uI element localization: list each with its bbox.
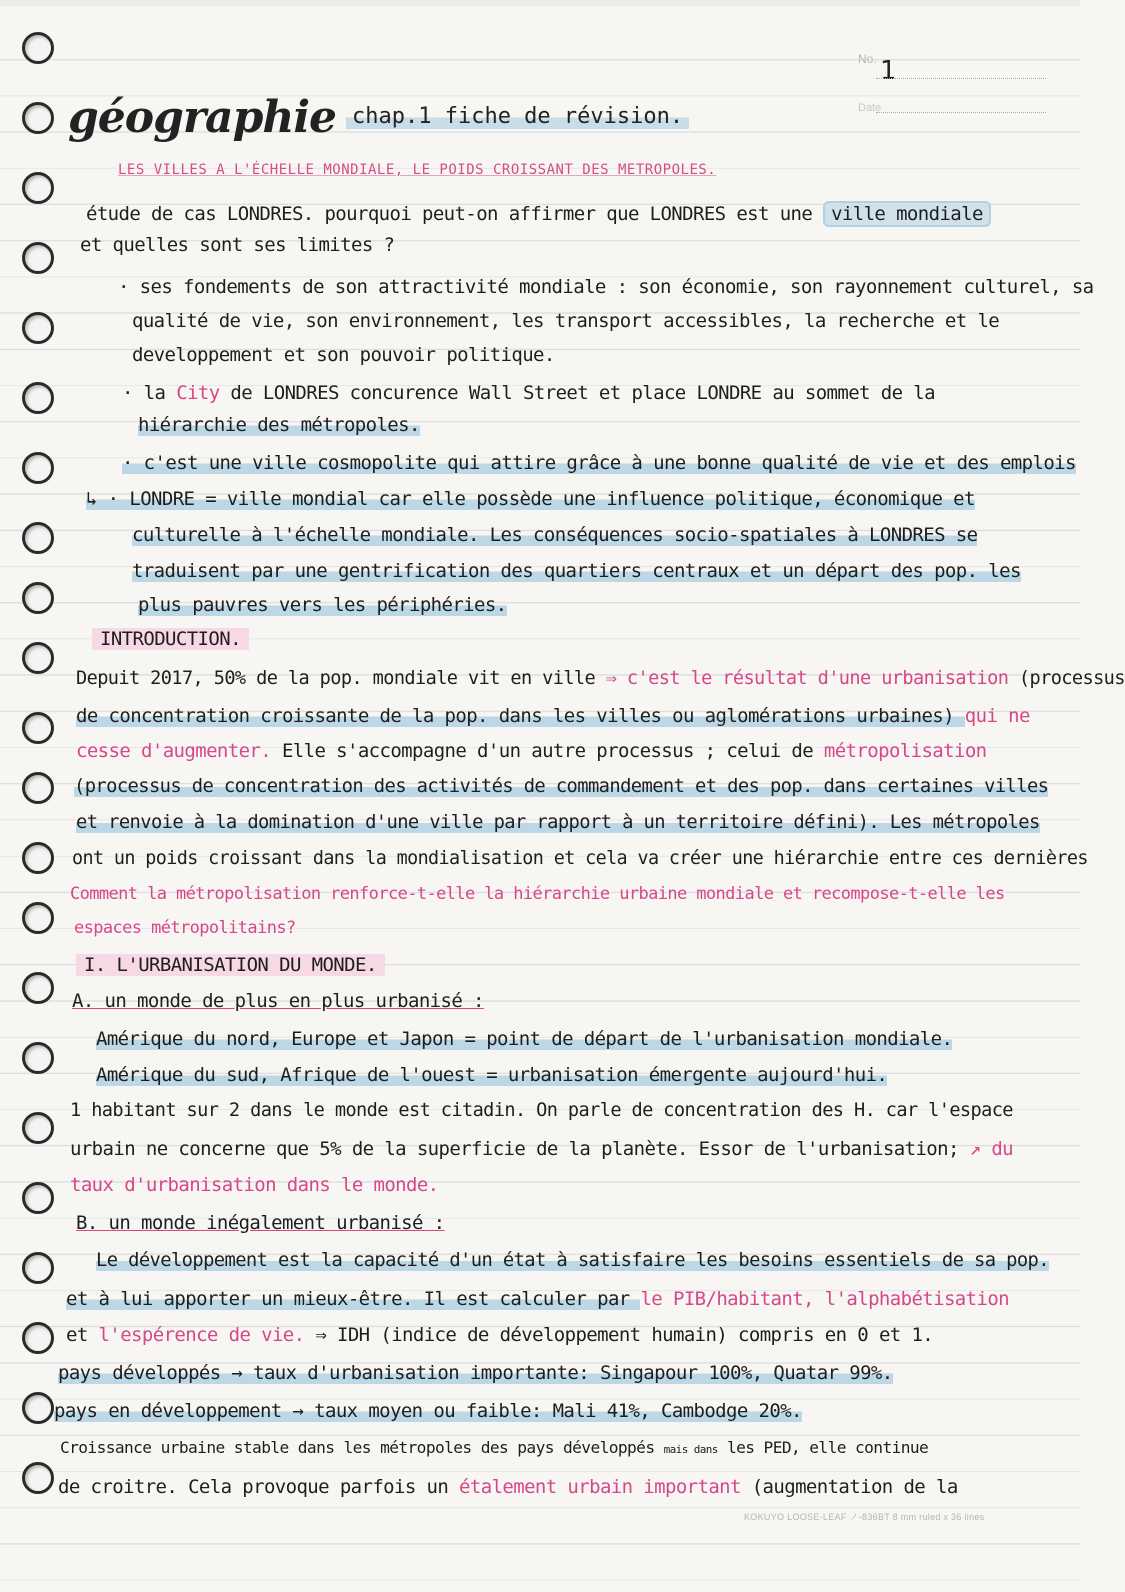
text-line [54, 1400, 802, 1422]
small-text: mais dans [663, 1443, 718, 1456]
pink-text: cesse d'augmenter. [76, 740, 272, 762]
text-line [92, 628, 249, 650]
no-label: No. [858, 52, 877, 66]
subsection-heading: A. un monde de plus en plus urbanisé : [72, 990, 484, 1012]
binder-hole [22, 382, 54, 414]
page-subtitle: chap.1 fiche de révision. [346, 104, 689, 129]
text-line [76, 954, 385, 976]
text-line [86, 203, 991, 225]
binder-hole [22, 842, 54, 874]
text-segment: (processus [1008, 668, 1125, 689]
text-segment: Depuit 2017, 50% de la pop. mondiale vit en ville [76, 668, 606, 689]
text-line [66, 1288, 1009, 1310]
text-line [96, 1250, 1049, 1271]
highlighted-text: plus pauvres vers les périphéries. [138, 594, 507, 616]
text-line [132, 524, 977, 546]
binder-hole [22, 772, 54, 804]
highlighted-text: (processus de concentration des activités de commandement et des pop. dans certaines villes [74, 776, 1049, 797]
highlighted-term: ville mondiale [823, 201, 991, 227]
text-segment: urbain ne concerne que 5% de la superficie de la planète. Essor de l'urbanisation; [70, 1138, 970, 1160]
text-line: qualité de vie, son environnement, les transport accessibles, la recherche et le [132, 310, 1000, 332]
highlighted-text: et à lui apporter un mieux-être. Il est calculer par [66, 1288, 641, 1310]
binder-hole [22, 642, 54, 674]
binder-hole [22, 972, 54, 1004]
text-line [96, 1064, 887, 1086]
text-segment: et [66, 1324, 99, 1346]
highlighted-text: traduisent par une gentrification des quartiers centraux et un départ des pop. les [132, 560, 1021, 582]
text-segment: ⇒ IDH (indice de développement humain) compris en 0 et 1. [304, 1324, 934, 1346]
text-line [122, 382, 935, 404]
highlighted-text: et renvoie à la domination d'une ville par rapport à un territoire défini). Les métropoles [76, 812, 1040, 833]
highlighted-text: Le développement est la capacité d'un état à satisfaire les besoins essentiels de sa pop. [96, 1250, 1049, 1271]
highlighted-text: pays développés → taux d'urbanisation importante: Singapour 100%, Quatar 99%. [58, 1362, 893, 1384]
highlighted-text: pays en développement → taux moyen ou faible: Mali 41%, Cambodge 20%. [54, 1400, 802, 1422]
text-segment: Croissance urbaine stable dans les métropoles des pays développés [60, 1438, 664, 1457]
text-line [60, 1438, 928, 1457]
text-line [76, 668, 1125, 689]
text-line [76, 705, 1030, 727]
text-segment: de LONDRES concurence Wall Street et place LONDRE au sommet de la [219, 382, 935, 404]
subsection-heading: B. un monde inégalement urbanisé : [76, 1212, 445, 1234]
text-line [138, 414, 420, 436]
text-segment: étude de cas LONDRES. pourquoi peut-on affirmer que LONDRES est une [86, 203, 824, 225]
binder-hole [22, 32, 54, 64]
text-segment: de croitre. Cela provoque parfois un [58, 1476, 460, 1498]
page-title: géographie [68, 92, 337, 143]
binder-holes [22, 32, 62, 1592]
section-heading: INTRODUCTION. [92, 628, 249, 650]
text-line: et quelles sont ses limites ? [80, 234, 395, 256]
text-line [138, 594, 507, 616]
binder-hole [22, 172, 54, 204]
binder-hole [22, 1112, 54, 1144]
binder-hole [22, 102, 54, 134]
binder-hole [22, 1252, 54, 1284]
binder-hole [22, 582, 54, 614]
text-line [96, 1028, 952, 1050]
binder-hole [22, 242, 54, 274]
text-line: · ses fondements de son attractivité mondiale : son économie, son rayonnement culturel, sa [118, 276, 1094, 298]
text-line: developpement et son pouvoir politique. [132, 344, 555, 366]
pink-term: étalement urbain important [459, 1476, 741, 1498]
binder-hole [22, 1322, 54, 1354]
text-line [58, 1362, 893, 1384]
highlighted-text: hiérarchie des métropoles. [138, 414, 420, 436]
problem-question: Comment la métropolisation renforce-t-elle la hiérarchie urbaine mondiale et recompose-t-elle les [70, 884, 1005, 904]
text-line [74, 776, 1048, 797]
binder-hole [22, 1462, 54, 1494]
text-segment: Elle s'accompagne d'un autre processus ; celui de [271, 740, 824, 762]
text-line [86, 488, 975, 510]
highlighted-text: Amérique du sud, Afrique de l'ouest = urbanisation émergente aujourd'hui. [96, 1064, 888, 1086]
highlighted-text: de concentration croissante de la pop. dans les villes ou aglomérations urbaines) [76, 705, 965, 727]
text-segment: · la [122, 382, 177, 404]
highlighted-text: · c'est une ville cosmopolite qui attire grâce à une bonne qualité de vie et des emplois [122, 452, 1076, 474]
pink-text-line: taux d'urbanisation dans le monde. [70, 1174, 439, 1196]
paper-brand-footer: KOKUYO LOOSE-LEAF ノ-836BT 8 mm ruled x 36 lines [744, 1512, 985, 1522]
text-line [58, 1476, 958, 1498]
binder-hole [22, 1182, 54, 1214]
highlighted-text: ↳ · LONDRE = ville mondial car elle possède une influence politique, économique et [86, 488, 975, 510]
chapter-heading: LES VILLES A L'ÉCHELLE MONDIALE, LE POIDS CROISSANT DES METROPOLES. [118, 162, 717, 178]
text-line: ont un poids croissant dans la mondialisation et cela va créer une hiérarchie entre ces dernières [72, 848, 1088, 869]
binder-hole [22, 902, 54, 934]
pink-text: ↗ du [969, 1138, 1013, 1160]
pink-term: City [176, 382, 220, 404]
date-label: Date [858, 102, 882, 114]
text-line [66, 1324, 933, 1346]
pink-text: qui ne [964, 705, 1030, 727]
page-number: 1 [880, 56, 897, 86]
text-line [122, 452, 1076, 474]
text-line [76, 812, 1040, 833]
binder-hole [22, 1392, 54, 1424]
highlighted-text: Amérique du nord, Europe et Japon = point de départ de l'urbanisation mondiale. [96, 1028, 953, 1050]
page-top-edge [0, 0, 1080, 6]
pink-term: métropolisation [823, 740, 987, 762]
binder-hole [22, 1042, 54, 1074]
number-line [876, 78, 1046, 79]
pink-text: l'espérence de vie. [98, 1324, 305, 1346]
text-line [70, 1138, 1013, 1160]
binder-hole [22, 452, 54, 484]
binder-hole [22, 522, 54, 554]
text-line [76, 740, 987, 762]
binder-hole [22, 712, 54, 744]
text-segment: (augmentation de la [740, 1476, 958, 1498]
pink-text: le PIB/habitant, l'alphabétisation [640, 1288, 1009, 1310]
date-line [876, 112, 1046, 113]
text-line: 1 habitant sur 2 dans le monde est citadin. On parle de concentration des H. car l'espace [70, 1100, 1013, 1121]
pink-text: ⇒ c'est le résultat d'une urbanisation [605, 668, 1009, 689]
binder-hole [22, 312, 54, 344]
section-heading: I. L'URBANISATION DU MONDE. [76, 954, 385, 976]
highlighted-text: culturelle à l'échelle mondiale. Les conséquences socio-spatiales à LONDRES se [132, 524, 978, 546]
problem-question: espaces métropolitains? [74, 918, 296, 938]
text-segment: les PED, elle continue [717, 1438, 929, 1457]
text-line [132, 560, 1021, 582]
